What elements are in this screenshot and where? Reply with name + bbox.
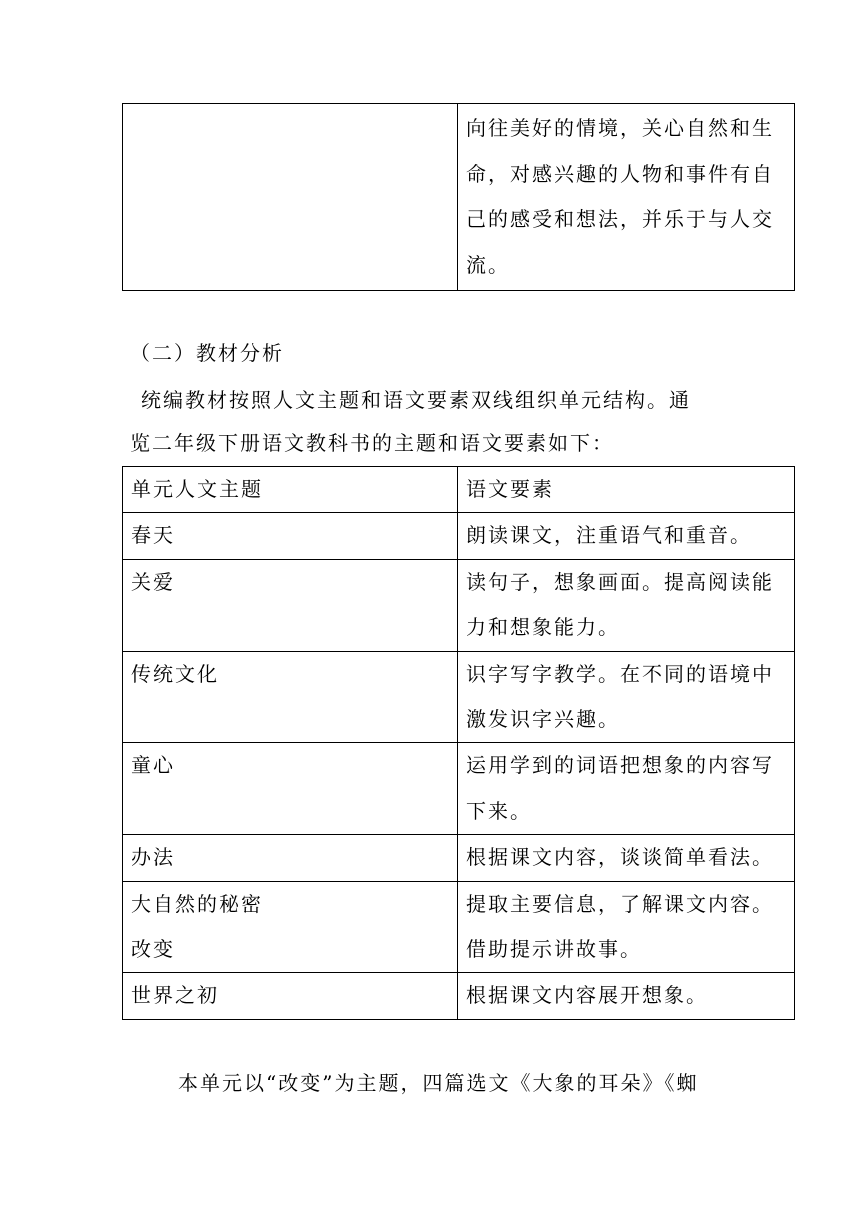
element-cell: 读句子，想象画面。提高阅读能力和想象能力。	[458, 559, 795, 651]
theme-cell: 关爱	[123, 559, 458, 651]
table-row	[123, 651, 795, 743]
element-cell	[458, 881, 795, 973]
table-row	[123, 559, 795, 651]
theme-line: 大自然的秘密	[131, 891, 263, 916]
element-line: 提取主要信息，了解课文内容。	[466, 891, 774, 916]
theme-cell: 童心	[123, 743, 458, 835]
table-cell-left	[123, 104, 458, 291]
table-row	[123, 881, 795, 973]
table-row	[123, 513, 795, 559]
theme-cell: 传统文化	[123, 651, 458, 743]
table-row	[123, 743, 795, 835]
element-line: 借助提示讲故事。	[466, 937, 642, 962]
header-theme: 单元人文主题	[123, 467, 458, 513]
element-cell: 识字写字教学。在不同的语境中激发识字兴趣。	[458, 651, 795, 743]
element-cell: 根据课文内容，谈谈简单看法。	[458, 835, 795, 881]
theme-line: 改变	[131, 937, 175, 962]
theme-cell: 办法	[123, 835, 458, 881]
table-row	[123, 835, 795, 881]
theme-cell: 世界之初	[123, 973, 458, 1019]
theme-element-table	[122, 466, 795, 1020]
theme-cell	[123, 881, 458, 973]
closing-paragraph: 本单元以“改变”为主题，四篇选文《大象的耳朵》《蜘	[178, 1071, 699, 1095]
table-header-row	[123, 467, 795, 513]
element-cell: 运用学到的词语把想象的内容写下来。	[458, 743, 795, 835]
continued-table	[122, 103, 795, 291]
intro-line-1: 统编教材按照人文主题和语文要素双线组织单元结构。通	[141, 388, 691, 412]
intro-line-2: 览二年级下册语文教科书的主题和语文要素如下：	[130, 431, 614, 455]
element-cell: 根据课文内容展开想象。	[458, 973, 795, 1019]
header-element: 语文要素	[458, 467, 795, 513]
section-heading: （二）教材分析	[130, 341, 284, 365]
table-row	[123, 973, 795, 1019]
element-cell: 朗读课文，注重语气和重音。	[458, 513, 795, 559]
theme-cell: 春天	[123, 513, 458, 559]
table-row	[123, 104, 795, 291]
table-cell-right: 向往美好的情境，关心自然和生命，对感兴趣的人物和事件有自己的感受和想法，并乐于与人交流。	[458, 104, 795, 291]
